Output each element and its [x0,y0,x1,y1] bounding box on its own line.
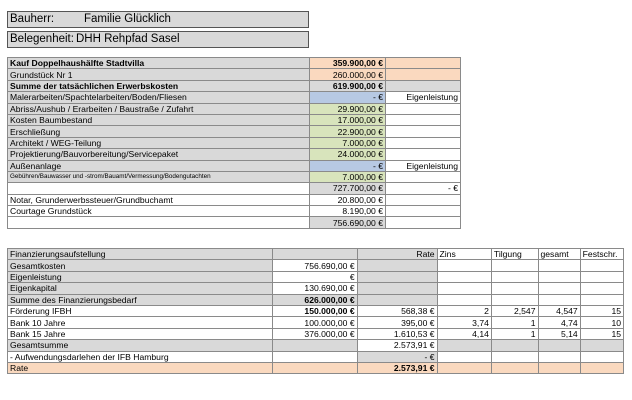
cost-extra [386,171,461,182]
belegenheit-box [7,31,309,48]
table-row [8,194,461,205]
finance-amount: 150.000,00 € [273,305,357,316]
finance-rate: - € [357,351,437,362]
finance-zins: 2 [437,305,491,316]
finance-tilgung [491,351,538,362]
cost-extra [386,149,461,160]
table-row [8,271,624,282]
finance-festschr [580,340,623,351]
table-row [8,362,624,373]
table-row [8,260,624,271]
finance-gesamt: 4,547 [538,305,580,316]
table-row [8,217,461,228]
table-row [8,92,461,103]
cost-value: 727.700,00 € [310,183,386,194]
table-row [8,294,624,305]
header-cell: Festschr. [580,249,623,260]
finance-festschr: 10 [580,317,623,328]
bauherr-label: Bauherr: [10,13,55,25]
cost-value: 20.800,00 € [310,194,386,205]
finance-gesamt [538,362,580,373]
table-row [8,80,461,91]
table-row [8,160,461,171]
finance-zins [437,260,491,271]
finance-label: Gesamtsumme [8,340,273,351]
cost-label: Notar, Grunderwerbssteuer/Grundbuchamt [8,194,310,205]
finance-amount: 626.000,00 € [273,294,357,305]
cost-label: Projektierung/Bauvorbereitung/Servicepaket [8,149,310,160]
finance-rate: 2.573,91 € [357,362,437,373]
cost-extra [386,69,461,80]
table-row [8,340,624,351]
header-cell: Finanzierungsaufstellung [8,249,273,260]
bauherr-box [7,11,309,28]
table-row [8,58,461,69]
cost-value: 7.000,00 € [310,137,386,148]
finance-gesamt: 4,74 [538,317,580,328]
table-row [8,149,461,160]
finance-rate: 2.573,91 € [357,340,437,351]
cost-value: 756.690,00 € [310,217,386,228]
finance-zins [437,294,491,305]
finance-label: Bank 10 Jahre [8,317,273,328]
finance-festschr [580,260,623,271]
cost-extra [386,217,461,228]
cost-value: 29.900,00 € [310,103,386,114]
finance-zins [437,351,491,362]
finance-zins [437,362,491,373]
cost-label: Malerarbeiten/Spachtelarbeiten/Boden/Fliesen [8,92,310,103]
finance-festschr [580,271,623,282]
cost-label [8,183,310,194]
cost-extra [386,114,461,125]
finance-tilgung [491,271,538,282]
finance-gesamt [538,260,580,271]
cost-extra [386,194,461,205]
finance-rate [357,283,437,294]
cost-extra: - € [386,183,461,194]
table-row [8,103,461,114]
header-cell [273,249,357,260]
table-row [8,114,461,125]
cost-extra: Eigenleistung [386,92,461,103]
finance-rate: 395,00 € [357,317,437,328]
cost-value: - € [310,92,386,103]
finance-tilgung [491,340,538,351]
cost-value: 24.000,00 € [310,149,386,160]
cost-label: Summe der tatsächlichen Erwerbskosten [8,80,310,91]
bauherr-value: Familie Glücklich [84,13,171,25]
cost-extra [386,126,461,137]
finance-gesamt: 5,14 [538,328,580,339]
cost-label: Abriss/Aushub / Erarbeiten / Baustraße / Zufahrt [8,103,310,114]
header-cell: Zins [437,249,491,260]
finance-label: Summe des Finanzierungsbedarf [8,294,273,305]
finance-amount: 756.690,00 € [273,260,357,271]
table-row [8,126,461,137]
table-row [8,183,461,194]
cost-value: 359.900,00 € [310,58,386,69]
cost-label: Kauf Doppelhaushälfte Stadtvilla [8,58,310,69]
cost-value: 8.190,00 € [310,206,386,217]
table-row [8,317,624,328]
cost-value: 17.000,00 € [310,114,386,125]
cost-label: Erschließung [8,126,310,137]
finance-festschr [580,294,623,305]
finance-rate [357,271,437,282]
finance-amount: 130.690,00 € [273,283,357,294]
finance-zins [437,283,491,294]
cost-extra: Eigenleistung [386,160,461,171]
finance-gesamt [538,294,580,305]
finance-festschr: 15 [580,328,623,339]
cost-label [8,217,310,228]
cost-label: Courtage Grundstück [8,206,310,217]
cost-extra [386,80,461,91]
finance-tilgung [491,260,538,271]
cost-value: 7.000,00 € [310,171,386,182]
finance-gesamt [538,351,580,362]
finance-zins [437,340,491,351]
table-row [8,69,461,80]
finance-gesamt [538,271,580,282]
finance-table [7,248,624,374]
cost-value: 260.000,00 € [310,69,386,80]
finance-amount [273,351,357,362]
cost-extra [386,58,461,69]
cost-value: - € [310,160,386,171]
finance-amount: € [273,271,357,282]
finance-gesamt [538,340,580,351]
finance-zins [437,271,491,282]
table-row [8,206,461,217]
finance-label: Bank 15 Jahre [8,328,273,339]
table-row [8,351,624,362]
finance-rate: 1.610,53 € [357,328,437,339]
belegenheit-value: DHH Rehpfad Sasel [76,33,180,45]
finance-tilgung: 1 [491,317,538,328]
table-row [8,171,461,182]
header-cell: Tilgung [491,249,538,260]
table-header-row [8,249,624,260]
finance-tilgung [491,283,538,294]
finance-amount [273,340,357,351]
finance-amount: 376.000,00 € [273,328,357,339]
finance-zins: 4,14 [437,328,491,339]
table-row [8,305,624,316]
finance-festschr [580,283,623,294]
finance-label: - Aufwendungsdarlehen der IFB Hamburg [8,351,273,362]
cost-extra [386,206,461,217]
cost-label: Architekt / WEG-Teilung [8,137,310,148]
finance-label: Förderung IFBH [8,305,273,316]
cost-label: Grundstück Nr 1 [8,69,310,80]
table-row [8,328,624,339]
finance-tilgung [491,362,538,373]
finance-label: Eigenkapital [8,283,273,294]
finance-label: Rate [8,362,273,373]
finance-amount [273,362,357,373]
finance-festschr [580,362,623,373]
cost-label: Außenanlage [8,160,310,171]
finance-tilgung: 1 [491,328,538,339]
table-row [8,137,461,148]
finance-festschr: 15 [580,305,623,316]
cost-label: Kosten Baumbestand [8,114,310,125]
header-cell: gesamt [538,249,580,260]
cost-value: 619.900,00 € [310,80,386,91]
finance-festschr [580,351,623,362]
cost-extra [386,103,461,114]
cost-value: 22.900,00 € [310,126,386,137]
cost-extra [386,137,461,148]
finance-rate [357,260,437,271]
header-cell: Rate [357,249,437,260]
finance-rate: 568,38 € [357,305,437,316]
finance-label: Eigenleistung [8,271,273,282]
cost-label: Gebühren/Bauwasser und -strom/Bauamt/Vermessung/Bodengutachten [8,171,310,182]
finance-gesamt [538,283,580,294]
finance-zins: 3,74 [437,317,491,328]
table-row [8,283,624,294]
finance-rate [357,294,437,305]
finance-tilgung: 2,547 [491,305,538,316]
belegenheit-label: Belegenheit: [10,33,74,45]
finance-amount: 100.000,00 € [273,317,357,328]
finance-label: Gesamtkosten [8,260,273,271]
finance-tilgung [491,294,538,305]
cost-table [7,57,461,229]
